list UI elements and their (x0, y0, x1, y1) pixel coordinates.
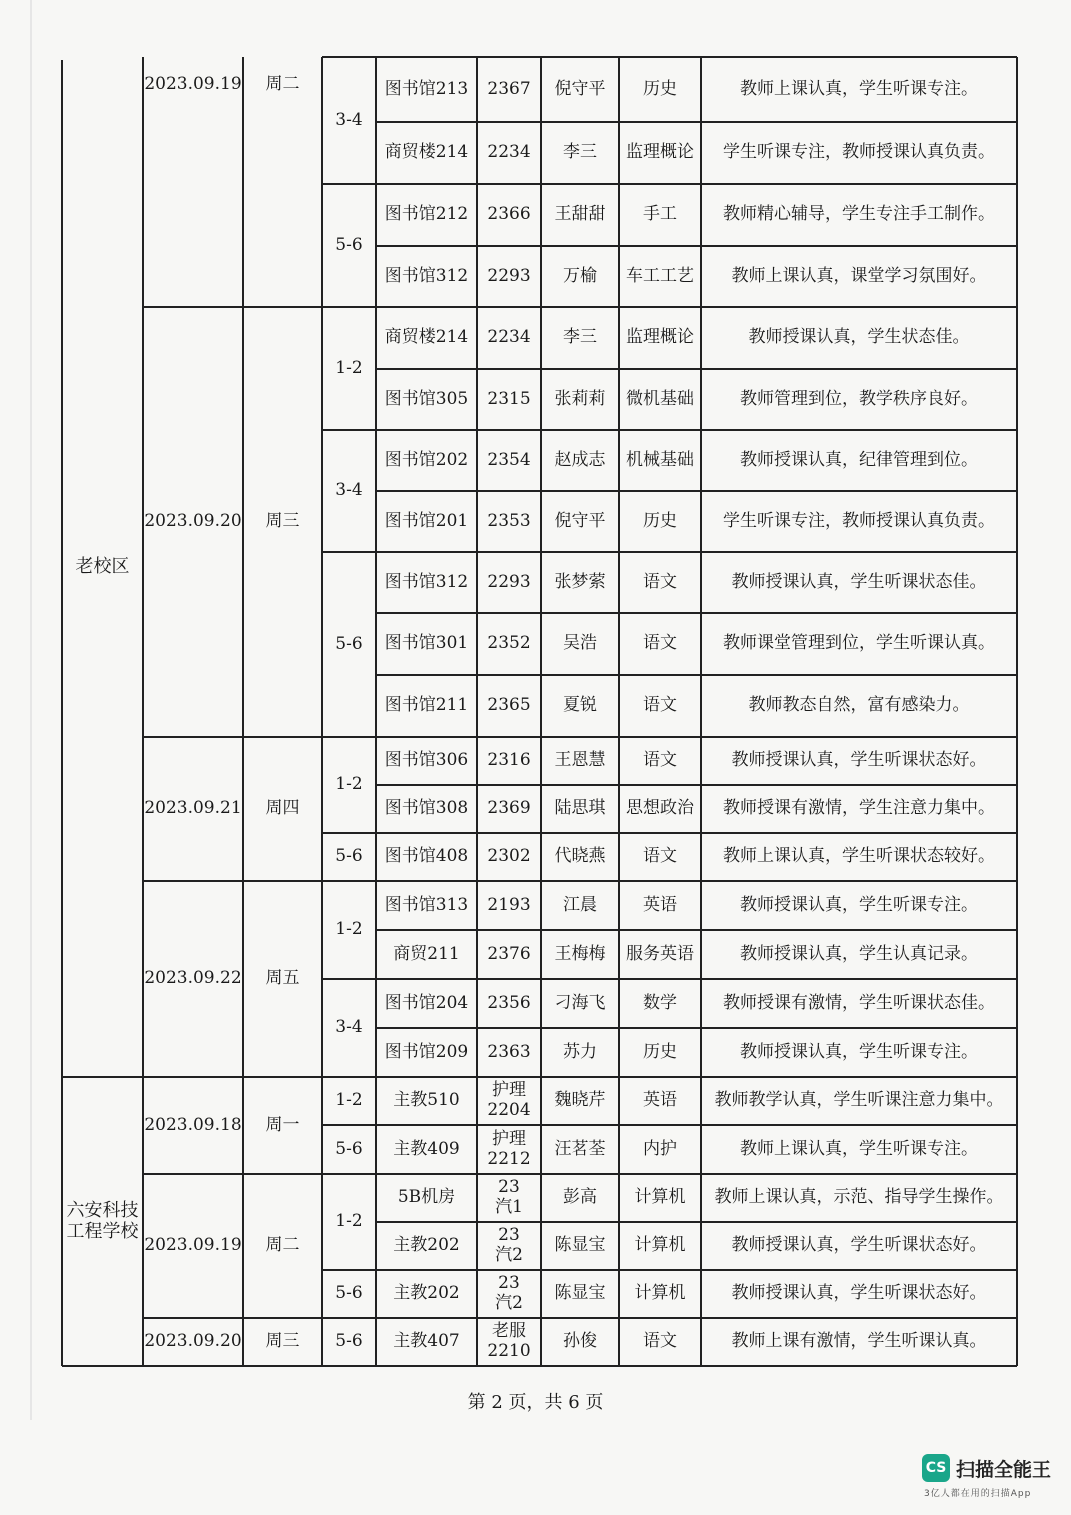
subject-cell: 历史 (643, 1041, 677, 1062)
date-cell: 2023.09.19 (144, 1235, 242, 1256)
date-cell: 2023.09.22 (144, 968, 242, 989)
classroom-cell: 图书馆308 (384, 798, 469, 819)
teacher-cell: 汪茗荃 (554, 1138, 606, 1159)
classroom-cell: 主教510 (393, 1090, 460, 1111)
classroom-cell: 主教409 (393, 1138, 460, 1159)
period-cell: 5-6 (335, 1138, 363, 1159)
class-cell: 2354 (487, 449, 531, 470)
period-cell: 5-6 (335, 1283, 363, 1304)
evaluation-cell: 教师授课认真，学生认真记录。 (740, 943, 978, 964)
scanner-brand-name: 扫描全能王 (956, 1458, 1052, 1481)
evaluation-cell: 学生听课专注，教师授课认真负责。 (723, 510, 995, 531)
evaluation-cell: 教师上课认真，学生听课专注。 (740, 78, 978, 99)
teacher-cell: 彭高 (563, 1187, 597, 1208)
weekday-cell: 周二 (265, 1235, 300, 1256)
class-cell: 2365 (487, 695, 531, 716)
teacher-cell: 夏锐 (563, 695, 597, 716)
teacher-cell: 王恩慧 (554, 750, 606, 771)
classroom-cell: 图书馆408 (384, 846, 469, 867)
evaluation-cell: 教师授课有激情，学生注意力集中。 (723, 798, 995, 819)
subject-cell: 数学 (643, 992, 677, 1013)
camscanner-logo-icon: CS (922, 1454, 950, 1482)
classroom-cell: 5B机房 (397, 1187, 456, 1208)
teacher-cell: 李三 (563, 327, 597, 348)
evaluation-cell: 教师课堂管理到位，学生听课认真。 (723, 633, 995, 654)
campus-cell: 六安科技工程学校 (66, 1199, 139, 1242)
teacher-cell: 李三 (563, 142, 597, 163)
period-cell: 5-6 (335, 846, 363, 867)
evaluation-cell: 教师授课认真，学生听课状态好。 (731, 1235, 987, 1256)
class-cell: 23汽2 (495, 1273, 523, 1313)
classroom-cell: 主教202 (393, 1235, 460, 1256)
classroom-cell: 商贸211 (393, 943, 460, 964)
class-cell: 2234 (487, 142, 531, 163)
weekday-cell: 周四 (265, 798, 300, 819)
classroom-cell: 主教202 (393, 1283, 460, 1304)
period-cell: 3-4 (335, 480, 363, 501)
table-rule (376, 1365, 1017, 1367)
class-cell: 2356 (487, 992, 531, 1013)
class-cell: 护理2204 (487, 1080, 531, 1120)
classroom-cell: 商贸楼214 (384, 142, 469, 163)
classroom-cell: 图书馆211 (384, 695, 469, 716)
subject-cell: 语文 (643, 1331, 677, 1352)
classroom-cell: 图书馆301 (384, 633, 469, 654)
class-cell: 2376 (487, 943, 531, 964)
class-cell: 2193 (487, 894, 531, 915)
classroom-cell: 图书馆312 (384, 265, 469, 286)
period-cell: 5-6 (335, 234, 363, 255)
teacher-cell: 倪守平 (554, 510, 606, 531)
class-cell: 2363 (487, 1041, 531, 1062)
evaluation-cell: 教师上课认真，课堂学习氛围好。 (731, 265, 987, 286)
period-cell: 3-4 (335, 1017, 363, 1038)
date-cell: 2023.09.21 (144, 798, 242, 819)
evaluation-cell: 教师授课认真，学生状态佳。 (748, 327, 970, 348)
subject-cell: 语文 (643, 571, 677, 592)
class-cell: 2352 (487, 633, 531, 654)
classroom-cell: 图书馆306 (384, 750, 469, 771)
teacher-cell: 刁海飞 (554, 992, 606, 1013)
period-cell: 1-2 (335, 1090, 363, 1111)
teacher-cell: 陈显宝 (554, 1283, 606, 1304)
class-cell: 2369 (487, 798, 531, 819)
evaluation-cell: 教师管理到位，教学秩序良好。 (740, 388, 978, 409)
classroom-cell: 图书馆212 (384, 204, 469, 225)
date-cell: 2023.09.20 (144, 1331, 242, 1352)
subject-cell: 手工 (643, 204, 677, 225)
evaluation-cell: 教师精心辅导，学生专注手工制作。 (723, 204, 995, 225)
evaluation-cell: 教师上课认真，学生听课专注。 (740, 1138, 978, 1159)
subject-cell: 微机基础 (626, 388, 694, 409)
subject-cell: 语文 (643, 695, 677, 716)
period-cell: 1-2 (335, 357, 363, 378)
classroom-cell: 商贸楼214 (384, 327, 469, 348)
subject-cell: 监理概论 (626, 327, 694, 348)
subject-cell: 计算机 (634, 1283, 686, 1304)
class-cell: 2366 (487, 204, 531, 225)
teacher-cell: 陈显宝 (554, 1235, 606, 1256)
period-cell: 1-2 (335, 919, 363, 940)
table-rule (62, 1365, 143, 1367)
teacher-cell: 江晨 (563, 894, 597, 915)
class-cell: 2293 (487, 571, 531, 592)
teacher-cell: 吴浩 (563, 633, 597, 654)
classroom-cell: 图书馆313 (384, 894, 469, 915)
subject-cell: 语文 (643, 750, 677, 771)
date-cell: 2023.09.19 (144, 74, 242, 94)
teacher-cell: 张莉莉 (554, 388, 606, 409)
subject-cell: 监理概论 (626, 142, 694, 163)
evaluation-cell: 教师上课认真，示范、指导学生操作。 (714, 1187, 1004, 1208)
evaluation-cell: 教师授课认真，纪律管理到位。 (740, 449, 978, 470)
teacher-cell: 魏晓芹 (554, 1090, 606, 1111)
evaluation-cell: 教师授课认真，学生听课状态好。 (731, 750, 987, 771)
teacher-cell: 万榆 (563, 265, 597, 286)
teacher-cell: 孙俊 (563, 1331, 597, 1352)
class-cell: 2316 (487, 750, 531, 771)
evaluation-cell: 教师教态自然，富有感染力。 (748, 695, 970, 716)
classroom-cell: 图书馆305 (384, 388, 469, 409)
subject-cell: 历史 (643, 510, 677, 531)
evaluation-cell: 教师授课有激情，学生听课状态佳。 (723, 992, 995, 1013)
table-rule (322, 1365, 376, 1367)
subject-cell: 机械基础 (626, 449, 694, 470)
evaluation-cell: 教师授课认真，学生听课状态好。 (731, 1283, 987, 1304)
subject-cell: 语文 (643, 633, 677, 654)
subject-cell: 内护 (643, 1138, 677, 1159)
subject-cell: 计算机 (634, 1187, 686, 1208)
weekday-cell: 周五 (265, 968, 300, 989)
classroom-cell: 图书馆209 (384, 1041, 469, 1062)
weekday-cell: 周三 (265, 1331, 300, 1352)
weekday-cell: 周二 (265, 74, 300, 94)
teacher-cell: 张梦萦 (554, 571, 606, 592)
teacher-cell: 代晓燕 (554, 846, 606, 867)
subject-cell: 车工工艺 (626, 265, 694, 286)
classroom-cell: 图书馆213 (384, 78, 469, 99)
subject-cell: 思想政治 (626, 798, 694, 819)
teacher-cell: 王甜甜 (554, 204, 606, 225)
teacher-cell: 陆思琪 (554, 798, 606, 819)
campus-cell: 老校区 (75, 555, 130, 577)
classroom-cell: 图书馆312 (384, 571, 469, 592)
table-rule (143, 1365, 322, 1367)
class-cell: 2293 (487, 265, 531, 286)
teacher-cell: 苏力 (563, 1041, 597, 1062)
period-cell: 5-6 (335, 1331, 363, 1352)
period-cell: 1-2 (335, 1211, 363, 1232)
period-cell: 1-2 (335, 774, 363, 795)
date-cell: 2023.09.18 (144, 1114, 242, 1135)
evaluation-cell: 学生听课专注，教师授课认真负责。 (723, 142, 995, 163)
weekday-cell: 周一 (265, 1114, 300, 1135)
evaluation-cell: 教师上课有激情，学生听课认真。 (731, 1331, 987, 1352)
classroom-cell: 图书馆204 (384, 992, 469, 1013)
weekday-cell: 周三 (265, 511, 300, 532)
evaluation-cell: 教师授课认真，学生听课专注。 (740, 1041, 978, 1062)
page-footer: 第 2 页，共 6 页 (467, 1392, 604, 1413)
classroom-cell: 图书馆201 (384, 510, 469, 531)
classroom-cell: 图书馆202 (384, 449, 469, 470)
class-cell: 2302 (487, 846, 531, 867)
period-cell: 3-4 (335, 109, 363, 130)
date-cell: 2023.09.20 (144, 511, 242, 532)
subject-cell: 英语 (643, 894, 677, 915)
class-cell: 23汽2 (495, 1225, 523, 1265)
teacher-cell: 倪守平 (554, 78, 606, 99)
class-cell: 2315 (487, 388, 531, 409)
evaluation-cell: 教师教学认真，学生听课注意力集中。 (714, 1090, 1004, 1111)
classroom-cell: 主教407 (393, 1331, 460, 1352)
scanner-watermark (922, 1454, 1051, 1482)
class-cell: 23汽1 (495, 1177, 523, 1217)
subject-cell: 英语 (643, 1090, 677, 1111)
subject-cell: 语文 (643, 846, 677, 867)
evaluation-cell: 教师授课认真，学生听课状态佳。 (731, 571, 987, 592)
teacher-cell: 赵成志 (554, 449, 606, 470)
class-cell: 2367 (487, 78, 531, 99)
class-cell: 老服2210 (487, 1321, 531, 1361)
class-cell: 2353 (487, 510, 531, 531)
subject-cell: 计算机 (634, 1235, 686, 1256)
scanner-tagline: 3亿人都在用的扫描App (924, 1489, 1032, 1499)
subject-cell: 历史 (643, 78, 677, 99)
class-cell: 2234 (487, 327, 531, 348)
class-cell: 护理2212 (487, 1128, 531, 1169)
evaluation-cell: 教师授课认真，学生听课专注。 (740, 894, 978, 915)
teacher-cell: 王梅梅 (554, 943, 606, 964)
evaluation-cell: 教师上课认真，学生听课状态较好。 (723, 846, 995, 867)
period-cell: 5-6 (335, 633, 363, 654)
subject-cell: 服务英语 (626, 943, 694, 964)
